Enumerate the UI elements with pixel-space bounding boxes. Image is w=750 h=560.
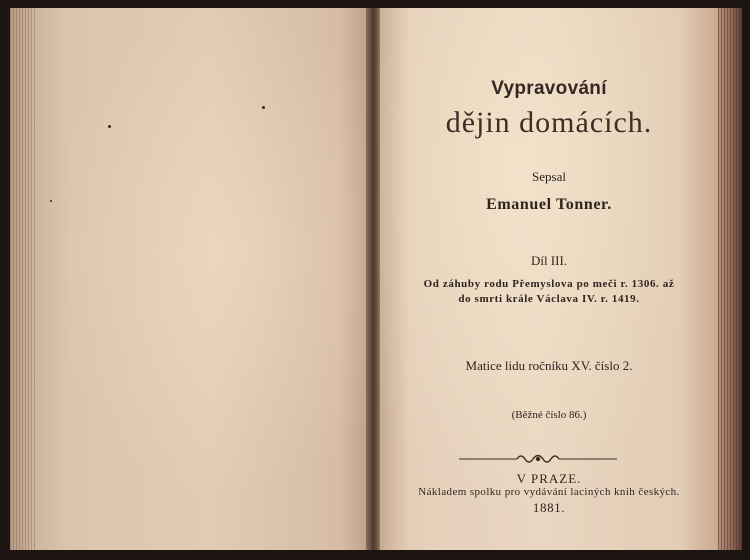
imprint-place: V PRAZE. <box>516 471 582 486</box>
byline: Sepsal <box>532 169 566 184</box>
imprint-year: 1881. <box>532 500 566 515</box>
ornament-divider-icon <box>459 452 617 466</box>
running-number: (Běžné číslo 86.) <box>511 409 587 421</box>
title-page <box>380 8 718 550</box>
left-page-blank <box>10 8 374 550</box>
part-number: Díl III. <box>530 253 568 268</box>
subtitle-line-2: do smrti krále Václava IV. r. 1419. <box>458 293 640 305</box>
author-name: Emanuel Tonner. <box>486 196 612 213</box>
title-line-2: dějin domácích. <box>445 106 653 139</box>
paper-speck <box>50 200 52 202</box>
subtitle-line-1: Od záhuby rodu Přemyslova po meči r. 1306. až <box>423 278 675 290</box>
paper-speck <box>108 125 111 128</box>
imprint-publisher: Nákladem spolku pro vydávání laciných knih českých. <box>418 486 680 498</box>
paper-speck <box>262 106 265 109</box>
right-page-edges <box>718 8 742 550</box>
left-page-edges <box>10 8 36 550</box>
title-line-1: Vypravování <box>491 78 607 99</box>
series-info: Matice lidu ročníku XV. číslo 2. <box>465 358 633 373</box>
